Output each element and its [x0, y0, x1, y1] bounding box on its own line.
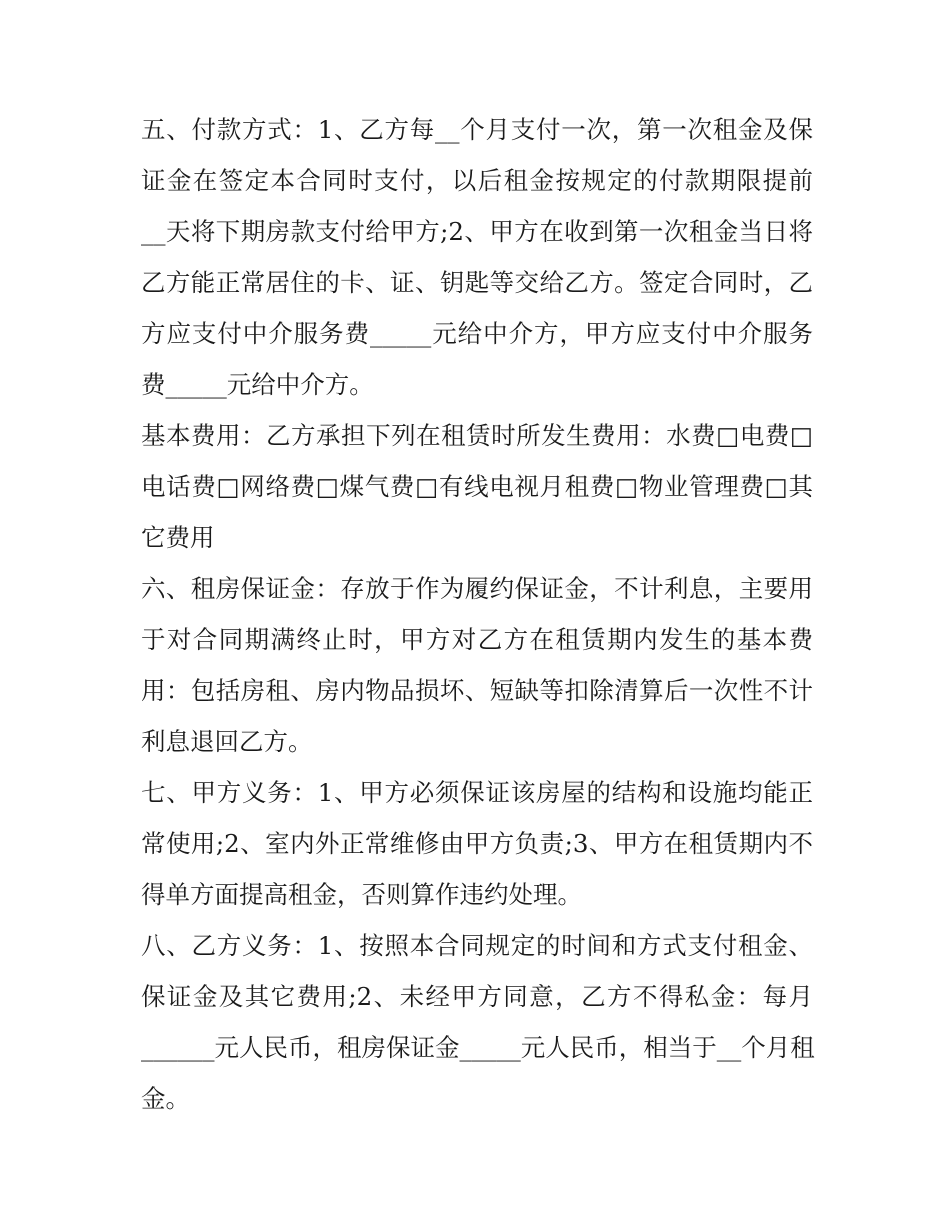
- contract-page: [141, 104, 813, 1124]
- text-line: 七、甲方义务：1、甲方必须保证该房屋的结构和设施均能正: [141, 778, 813, 807]
- text-line: 于对合同期满终止时，甲方对乙方在租赁期内发生的基本费: [141, 625, 813, 654]
- text-line: 基本费用：乙方承担下列在租赁时所发生费用：水费□电费□: [141, 421, 813, 450]
- text-line: 五、付款方式：1、乙方每__个月支付一次，第一次租金及保: [141, 115, 813, 144]
- text-line: ______元人民币，租房保证金_____元人民币，相当于__个月租: [141, 1033, 815, 1062]
- text-line: 八、乙方义务：1、按照本合同规定的时间和方式支付租金、: [141, 931, 813, 960]
- text-line: 乙方能正常居住的卡、证、钥匙等交给乙方。签定合同时，乙: [141, 268, 813, 297]
- text-line: 费_____元给中介方。: [141, 370, 374, 399]
- text-line: 常使用;2、室内外正常维修由甲方负责;3、甲方在租赁期内不: [141, 829, 813, 858]
- text-line: 得单方面提高租金，否则算作违约处理。: [141, 880, 582, 909]
- text-line: 用：包括房租、房内物品损坏、短缺等扣除清算后一次性不计: [141, 676, 813, 705]
- text-line: 它费用: [141, 523, 215, 552]
- text-line: 保证金及其它费用;2、未经甲方同意，乙方不得私金：每月: [141, 982, 813, 1011]
- text-line: __天将下期房款支付给甲方;2、甲方在收到第一次租金当日将: [141, 217, 813, 246]
- text-line: 金。: [141, 1084, 190, 1113]
- text-line: 六、租房保证金：存放于作为履约保证金，不计利息，主要用: [141, 574, 813, 603]
- text-line: 证金在签定本合同时支付，以后租金按规定的付款期限提前: [141, 166, 813, 195]
- text-line: 电话费□网络费□煤气费□有线电视月租费□物业管理费□其: [141, 472, 813, 501]
- text-line: 方应支付中介服务费_____元给中介方，甲方应支付中介服务: [141, 319, 813, 348]
- text-line: 利息退回乙方。: [141, 727, 313, 756]
